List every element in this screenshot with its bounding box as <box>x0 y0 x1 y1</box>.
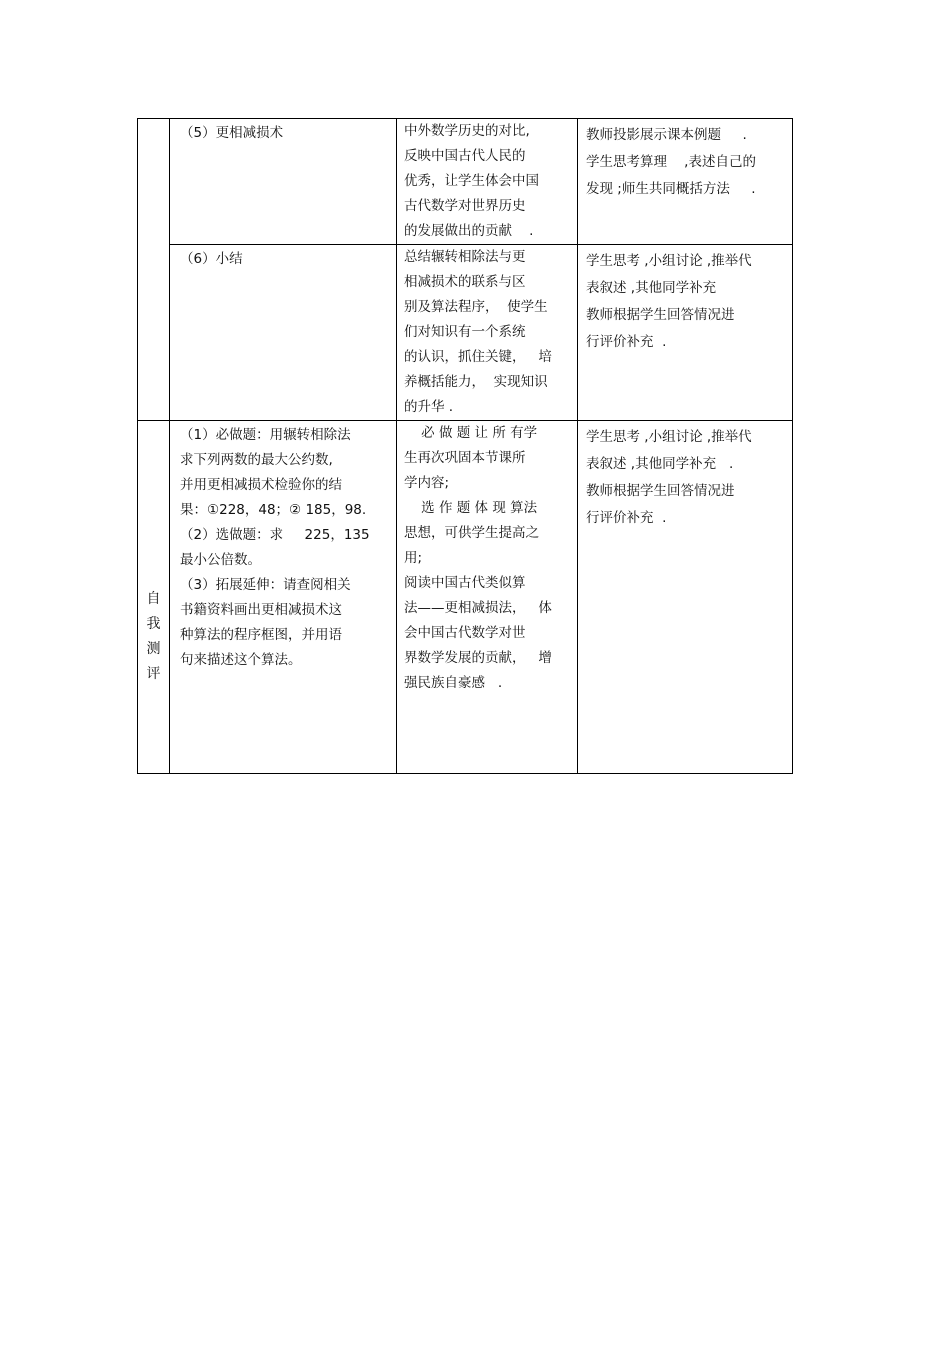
purpose-line: 别及算法程序， 使学生 <box>404 299 548 315</box>
table-row <box>138 245 793 421</box>
purpose-line: 法——更相减损法， 体 <box>404 600 552 616</box>
content-line: 句来描述这个算法。 <box>180 652 302 668</box>
purpose-line: 们对知识有一个系统 <box>404 324 526 340</box>
purpose-cell <box>397 421 578 774</box>
purpose-line: 思想，可供学生提高之 <box>404 525 539 541</box>
purpose-line: 生再次巩固本节课所 <box>404 450 526 466</box>
section-label-char: 评 <box>146 666 161 682</box>
purpose-line: 优秀，让学生体会中国 <box>404 173 539 189</box>
table-row <box>138 421 793 774</box>
section-label-cell <box>138 421 170 774</box>
content-line: 并用更相减损术检验你的结 <box>180 477 342 493</box>
purpose-line: 的发展做出的贡献 . <box>404 223 534 239</box>
purpose-line: 选 作 题 体 现 算法 <box>404 500 538 516</box>
content-line: 种算法的程序框图，并用语 <box>180 627 342 643</box>
content-line: 最小公倍数。 <box>180 552 261 568</box>
activity-cell <box>578 245 793 421</box>
purpose-line: 会中国古代数学对世 <box>404 625 526 641</box>
activity-line: 学生思考 ,小组讨论 ,推举代 <box>586 253 752 269</box>
table-row <box>138 119 793 245</box>
section-label-char: 我 <box>146 616 161 632</box>
purpose-line: 反映中国古代人民的 <box>404 148 526 164</box>
purpose-line: 的认识，抓住关键， 培 <box>404 349 552 365</box>
purpose-line: 相减损术的联系与区 <box>404 274 526 290</box>
content-line: （2）选做题：求 225，135 <box>180 527 370 543</box>
activity-line: 行评价补充 . <box>586 510 667 526</box>
activity-line: 教师根据学生回答情况进 <box>586 483 735 499</box>
activity-line: 学生思考 ,小组讨论 ,推举代 <box>586 429 752 445</box>
activity-line: 学生思考算理 ,表述自己的 <box>586 154 756 170</box>
activity-line: 教师投影展示课本例题 . <box>586 127 747 143</box>
activity-line: 表叙述 ,其他同学补充 <box>586 280 717 296</box>
purpose-line: 古代数学对世界历史 <box>404 198 526 214</box>
content-line: （6）小结 <box>180 251 243 267</box>
content-line: （1）必做题：用辗转相除法 <box>180 427 351 443</box>
purpose-cell <box>397 245 578 421</box>
content-cell <box>170 421 397 774</box>
activity-cell <box>578 119 793 245</box>
purpose-cell <box>397 119 578 245</box>
section-label-cell <box>138 119 170 421</box>
activity-cell <box>578 421 793 774</box>
section-label-char: 测 <box>146 641 161 657</box>
content-line: 果：①228，48；② 185，98. <box>180 502 367 518</box>
lesson-plan-table <box>137 118 793 774</box>
content-cell <box>170 245 397 421</box>
content-line: 书籍资料画出更相减损术这 <box>180 602 342 618</box>
purpose-line: 中外数学历史的对比, <box>404 123 530 139</box>
content-line: （3）拓展延伸：请查阅相关 <box>180 577 351 593</box>
content-line: （5）更相减损术 <box>180 125 284 141</box>
content-cell <box>170 119 397 245</box>
purpose-line: 学内容; <box>404 475 450 491</box>
purpose-line: 养概括能力， 实现知识 <box>404 374 548 390</box>
purpose-line: 阅读中国古代类似算 <box>404 575 526 591</box>
purpose-line: 界数学发展的贡献， 增 <box>404 650 552 666</box>
purpose-line: 总结辗转相除法与更 <box>404 249 526 265</box>
section-label-char: 自 <box>146 591 161 607</box>
purpose-line: 的升华 . <box>404 399 454 415</box>
activity-line: 发现 ;师生共同概括方法 . <box>586 181 756 197</box>
purpose-line: 用; <box>404 550 423 566</box>
activity-line: 教师根据学生回答情况进 <box>586 307 735 323</box>
content-line: 求下列两数的最大公约数, <box>180 452 333 468</box>
activity-line: 表叙述 ,其他同学补充 . <box>586 456 734 472</box>
purpose-line: 强民族自豪感 . <box>404 675 503 691</box>
activity-line: 行评价补充 . <box>586 334 667 350</box>
purpose-line: 必 做 题 让 所 有学 <box>404 425 538 441</box>
